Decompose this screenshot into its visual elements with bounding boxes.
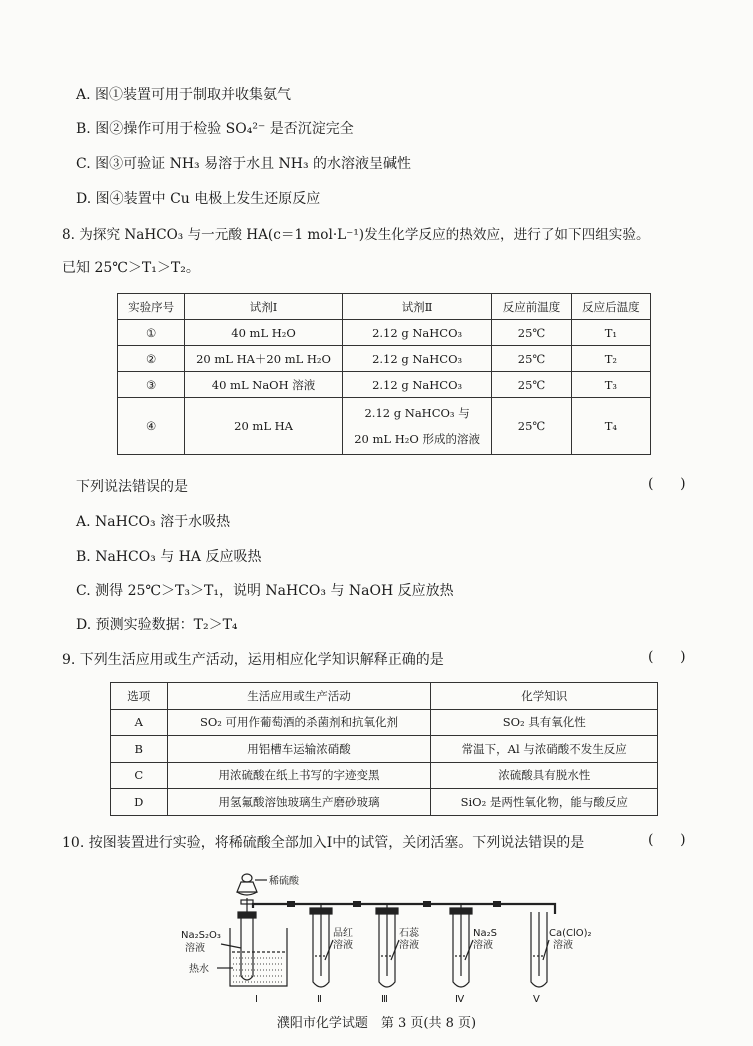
label-pin: 品红 — [333, 928, 353, 939]
label-pin-2: 溶液 — [333, 940, 353, 951]
label-thio-2: 溶液 — [185, 943, 205, 954]
label-n1: Ⅰ — [255, 994, 258, 1005]
table-cell: 20 mL HA＋20 mL H₂O — [185, 346, 343, 372]
label-nas-2: 溶液 — [473, 940, 493, 951]
page-footer: 濮阳市化学试题 第 3 页(共 8 页) — [276, 1016, 477, 1031]
table-cell: SO₂ 可用作葡萄酒的杀菌剂和抗氧化剂 — [167, 709, 431, 736]
table-cell: B — [111, 736, 168, 763]
label-thio: Na₂S₂O₃ — [181, 930, 221, 941]
table-cell: T₁ — [571, 320, 650, 346]
table-cell: ① — [118, 320, 185, 346]
table-cell: 2.12 g NaHCO₃ — [342, 320, 492, 346]
test-tube-IV — [450, 904, 472, 987]
label-n5: Ⅴ — [533, 994, 540, 1005]
q8-option-a: A. NaHCO₃ 溶于水吸热 — [76, 514, 231, 530]
table-cell: 40 mL H₂O — [185, 320, 343, 346]
beaker-I — [230, 912, 287, 986]
table-cell: ③ — [118, 372, 185, 398]
table-cell: SO₂ 具有氧化性 — [431, 709, 658, 736]
label-lit: 石蕊 — [399, 928, 419, 939]
cell-line: 2.12 g NaHCO₃ 与 — [364, 406, 470, 420]
table-cell: 20 mL HA — [185, 398, 343, 455]
test-tube-II — [310, 904, 332, 987]
table-row — [111, 789, 658, 816]
table-row — [118, 320, 651, 346]
table-cell: ② — [118, 346, 185, 372]
table-cell: 常温下，Al 与浓硝酸不发生反应 — [431, 736, 658, 763]
q8-option-c: C. 测得 25℃＞T₃＞T₁，说明 NaHCO₃ 与 NaOH 反应放热 — [76, 583, 454, 599]
table-row — [111, 762, 658, 789]
table-cell: 25℃ — [492, 320, 571, 346]
table-cell: A — [111, 709, 168, 736]
table-header: 反应后温度 — [571, 294, 650, 320]
label-cacl-2: 溶液 — [553, 940, 573, 951]
answer-paren: ( ) — [648, 832, 686, 848]
table-cell: 25℃ — [492, 346, 571, 372]
table-cell: 2.12 g NaHCO₃ — [342, 372, 492, 398]
q7-option-b: B. 图②操作可用于检验 SO₄²⁻ 是否沉淀完全 — [76, 121, 354, 137]
label-nas: Na₂S — [473, 928, 497, 939]
separatory-funnel — [237, 874, 257, 916]
table-cell: ④ — [118, 398, 185, 455]
table-cell: 25℃ — [492, 398, 571, 455]
test-tube-III — [376, 904, 398, 987]
q9-stem: 9. 下列生活应用或生产活动，运用相应化学知识解释正确的是 — [62, 652, 444, 668]
label-n2: Ⅱ — [317, 994, 322, 1005]
table-row — [111, 709, 658, 736]
table-header: 实验序号 — [118, 294, 185, 320]
q8-question: 下列说法错误的是 — [76, 479, 188, 495]
table-row — [118, 398, 651, 455]
q7-option-d: D. 图④装置中 Cu 电极上发生还原反应 — [76, 191, 321, 207]
table-cell: 25℃ — [492, 372, 571, 398]
table-header: 反应前温度 — [492, 294, 571, 320]
label-acid: 稀硫酸 — [269, 876, 299, 887]
table-cell: D — [111, 789, 168, 816]
table-row — [111, 736, 658, 763]
table-cell: C — [111, 762, 168, 789]
q7-option-a: A. 图①装置可用于制取并收集氨气 — [76, 87, 292, 103]
label-n4: Ⅳ — [455, 994, 465, 1005]
cell-line: 20 mL H₂O 形成的溶液 — [354, 432, 480, 446]
table-cell: 2.12 g NaHCO₃ — [342, 346, 492, 372]
q8-stem: 8. 为探究 NaHCO₃ 与一元酸 HA(c＝1 mol·L⁻¹)发生化学反应的热效应，进行了如下四组实验。 — [62, 227, 650, 243]
q7-option-c: C. 图③可验证 NH₃ 易溶于水且 NH₃ 的水溶液呈碱性 — [76, 156, 412, 172]
table-header: 生活应用或生产活动 — [167, 683, 431, 710]
table-header: 选项 — [111, 683, 168, 710]
q8-known: 已知 25℃＞T₁＞T₂。 — [62, 260, 200, 276]
table-cell — [342, 398, 492, 455]
label-cacl: Ca(ClO)₂ — [549, 928, 592, 939]
q9-table — [110, 682, 658, 816]
q10-stem: 10. 按图装置进行实验，将稀硫酸全部加入Ⅰ中的试管，关闭活塞。下列说法错误的是 — [62, 835, 585, 851]
table-row — [118, 346, 651, 372]
table-cell: 40 mL NaOH 溶液 — [185, 372, 343, 398]
table-cell: 用浓硫酸在纸上书写的字迹变黑 — [167, 762, 431, 789]
table-cell: 用铝槽车运输浓硝酸 — [167, 736, 431, 763]
q8-option-b: B. NaHCO₃ 与 HA 反应吸热 — [76, 549, 262, 565]
table-cell: T₂ — [571, 346, 650, 372]
table-header: 试剂Ⅱ — [342, 294, 492, 320]
table-header-row — [111, 683, 658, 710]
table-cell: 浓硫酸具有脱水性 — [431, 762, 658, 789]
answer-paren: ( ) — [648, 476, 686, 492]
q8-option-d: D. 预测实验数据：T₂＞T₄ — [76, 617, 238, 633]
label-hot: 热水 — [189, 964, 209, 975]
table-row — [118, 372, 651, 398]
table-header: 化学知识 — [431, 683, 658, 710]
table-header: 试剂Ⅰ — [185, 294, 343, 320]
apparatus-diagram — [175, 868, 592, 1008]
table-cell: T₄ — [571, 398, 650, 455]
table-cell: T₃ — [571, 372, 650, 398]
table-cell: SiO₂ 是两性氧化物，能与酸反应 — [431, 789, 658, 816]
table-header-row — [118, 294, 651, 320]
label-lit-2: 溶液 — [399, 940, 419, 951]
label-n3: Ⅲ — [381, 994, 388, 1005]
test-tube-V — [531, 912, 547, 987]
q8-table — [117, 293, 651, 455]
table-cell: 用氢氟酸溶蚀玻璃生产磨砂玻璃 — [167, 789, 431, 816]
answer-paren: ( ) — [648, 649, 686, 665]
